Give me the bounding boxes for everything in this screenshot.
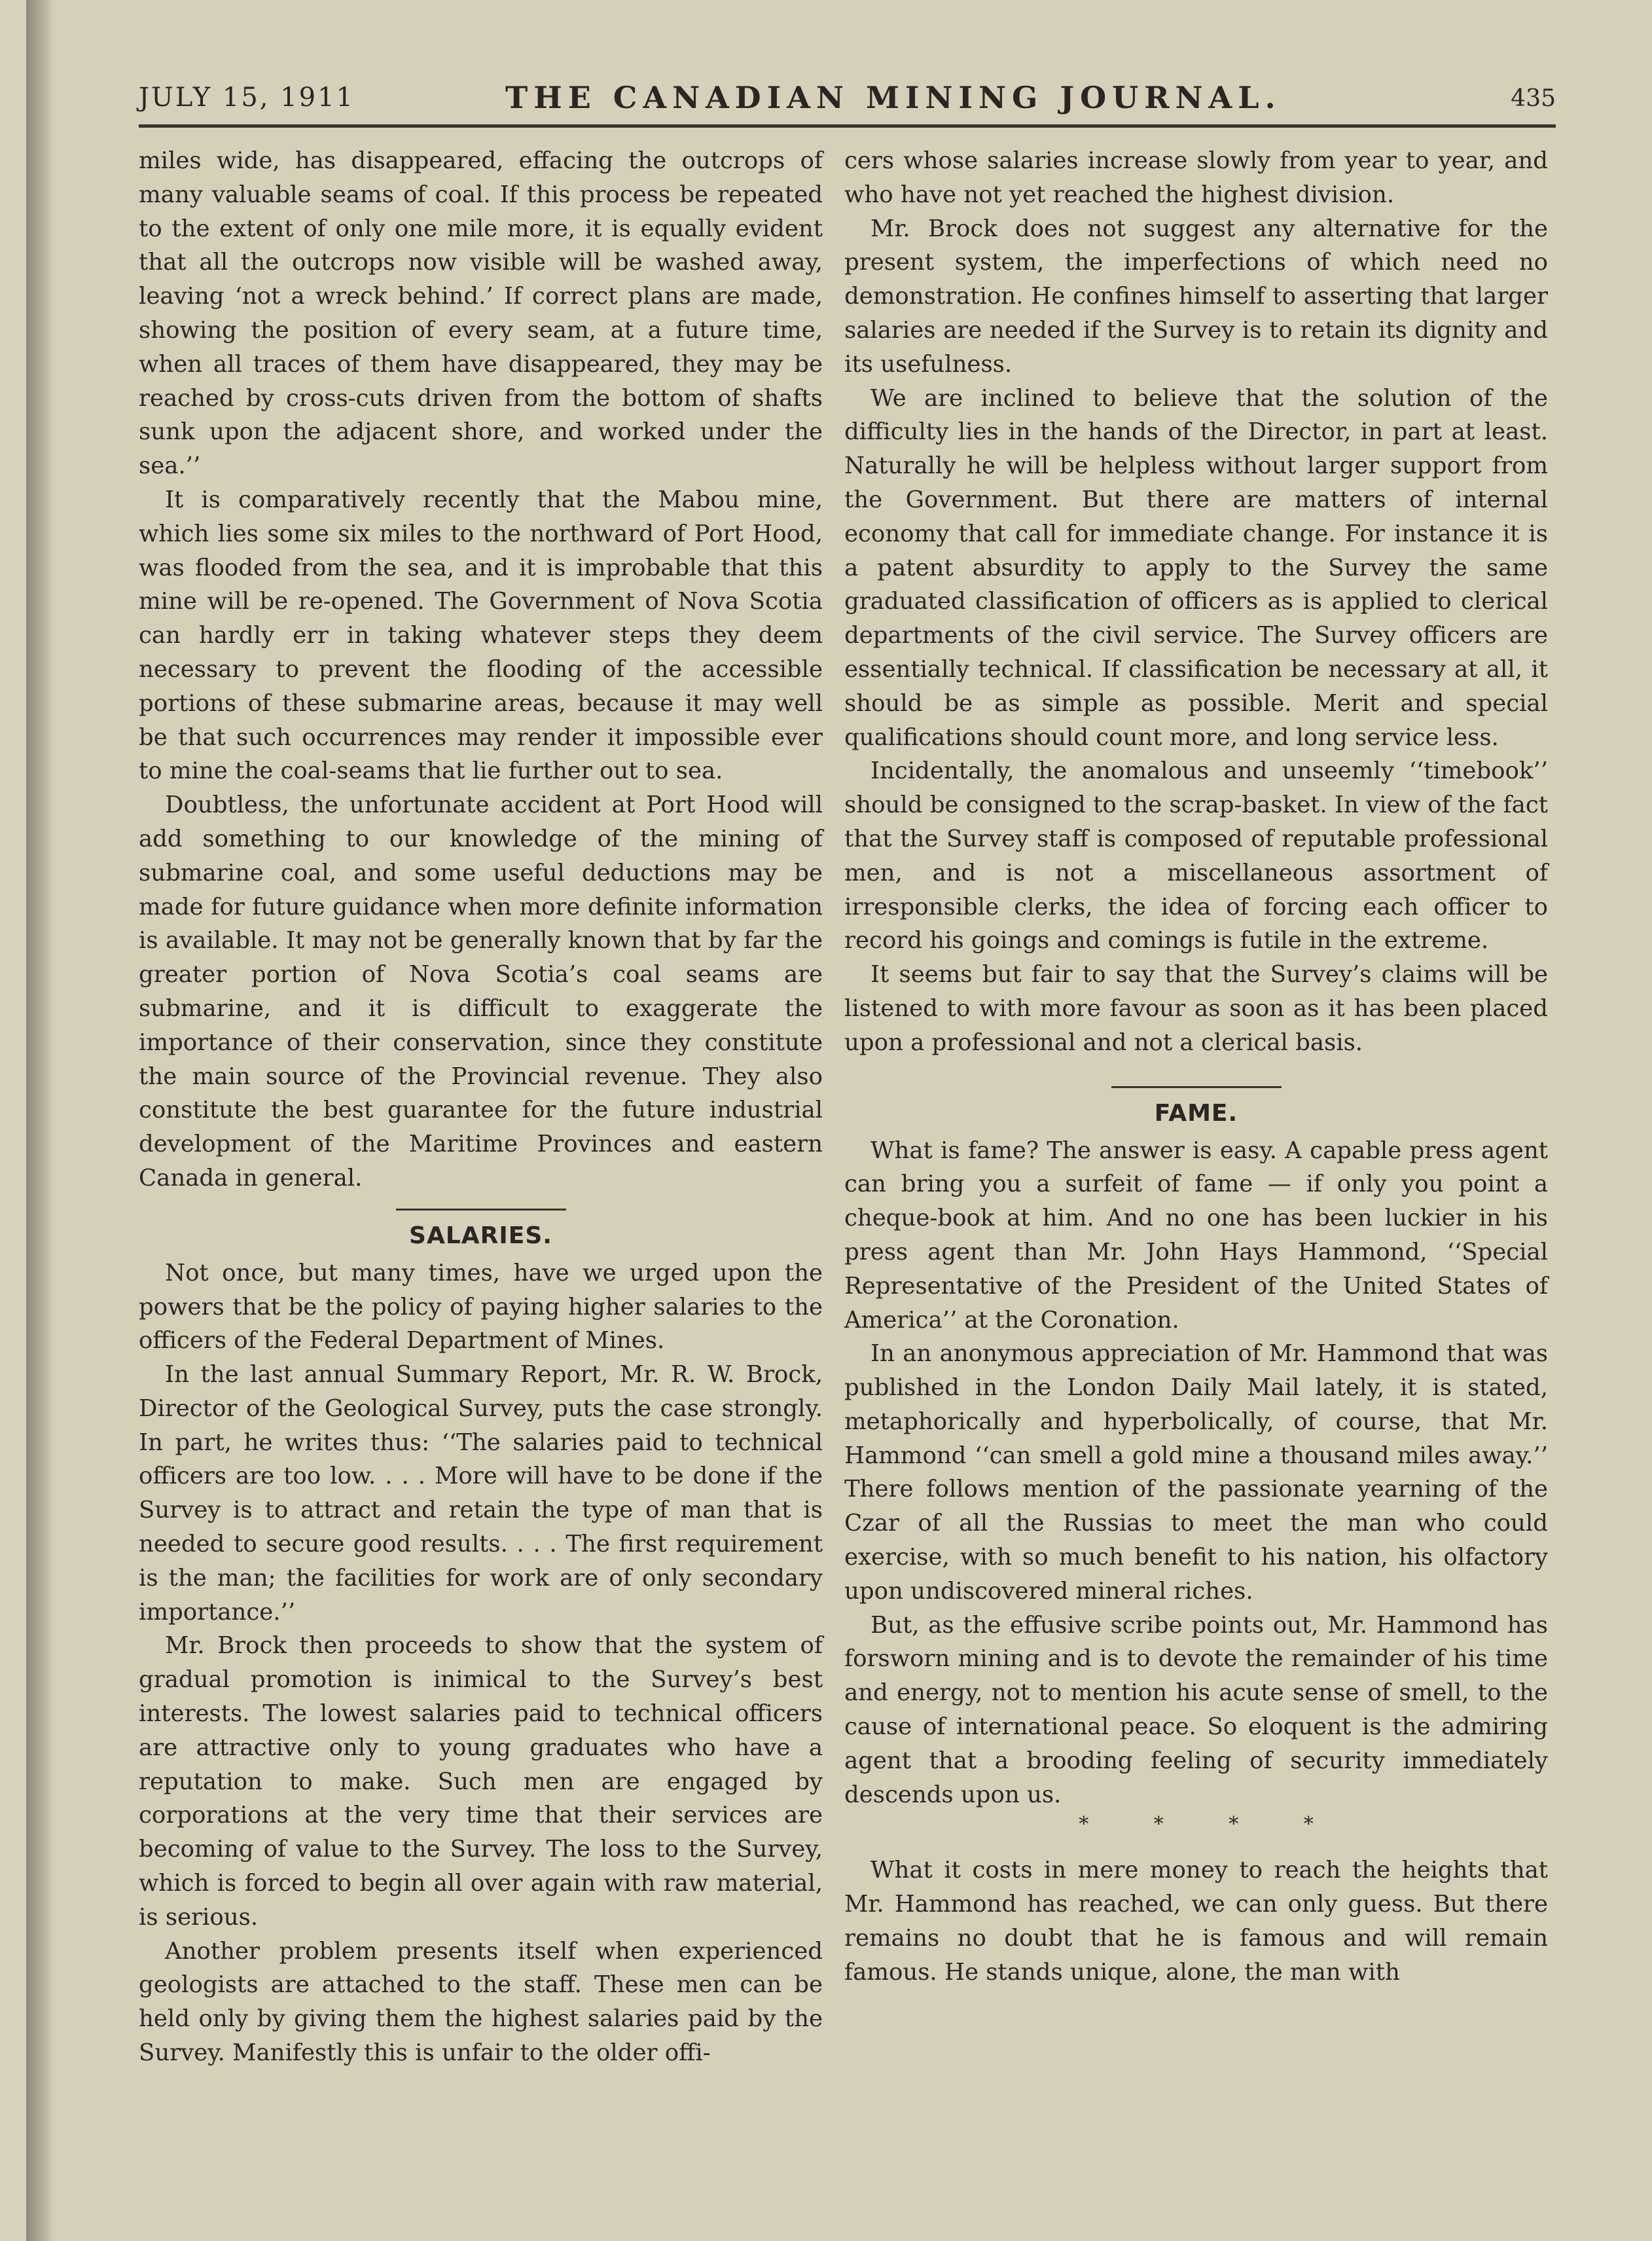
header-title: THE CANADIAN MINING JOURNAL. — [505, 80, 1282, 115]
header-date: JULY 15, 1911 — [139, 82, 355, 113]
paragraph: It seems but fair to say that the Survey’s claims will be listened to with more favour as soon as it has been placed upon a professional and not a clerical basis. — [844, 961, 1548, 1056]
right-column — [844, 144, 1548, 1990]
paragraph: Doubtless, the unfortunate accident at Port Hood will add something to our knowledge of the mining of submarine coal, and some useful deductions may be made for future guidance when more definite information is available. It may not be generally known that by far the greater portion of Nova Scotia’s coal seams are submarine, and it is difficult to exaggerate the importance of their conservation, since they constitute the main source of the Provincial revenue. They also constitute the best guarantee for the future industrial development of the Maritime Provinces and eastern Canada in general. — [139, 792, 823, 1192]
paragraph: It is comparatively recently that the Mabou mine, which lies some six miles to the northward of Port Hood, was flooded from the sea, and it is improbable that this mine will be re-opened. The Government of Nova Scotia can hardly err in taking whatever steps they deem necessary to prevent the flooding of the accessible portions of these submarine areas, because it may well be that such occurrences may render it impossible ever to mine the coal-seams that lie further out to sea. — [139, 486, 823, 785]
section-heading-salaries: SALARIES. — [409, 1222, 552, 1249]
paragraph: In an anonymous appreciation of Mr. Hammond that was published in the London Daily Mail lately, it is stated, metaphorically and hyperbolically, of course, that Mr. Hammond ‘‘can smell a gold mine a thousand miles away.’’ There follows mention of the passionate yearning of the Czar of all the Russias to meet the man who could exercise, with so much benefit to his nation, his olfactory upon undiscovered mineral riches. — [844, 1340, 1548, 1605]
paragraph: But, as the effusive scribe points out, Mr. Hammond has forsworn mining and is to devote the remainder of his time and energy, not to mention his acute sense of smell, to the cause of international peace. So eloquent is the admiring agent that a brooding feeling of security immediately descends upon us. — [844, 1611, 1548, 1808]
paragraph: Mr. Brock does not suggest any alternative for the present system, the imperfections of which need no demonstration. He confines himself to asserting that larger salaries are needed if the Survey is to retain its dignity and its usefulness. — [844, 215, 1548, 378]
paragraph: What is fame? The answer is easy. A capable press agent can bring you a surfeit of fame — if only you point a cheque-book at him. And no one has been luckier in his press agent than Mr. John Hays Hammond, ‘‘Special Representative of the President of the United States of America’’ at the Coronation. — [844, 1137, 1548, 1334]
running-header — [139, 77, 1556, 130]
paragraph: Not once, but many times, have we urged upon the powers that be the policy of paying higher salaries to the officers of the Federal Department of Mines. — [139, 1259, 823, 1355]
section-divider — [1111, 1086, 1282, 1088]
paragraph: miles wide, has disappeared, effacing the outcrops of many valuable seams of coal. If this process be repeated to the extent of only one mile more, it is equally evident that all the outcrops now visible will be washed away, leaving ‘not a wreck behind.’ If correct plans are made, showing the position of every seam, at a future time, when all traces of them have disappeared, they may be reached by cross-cuts driven from the bottom of shafts sunk upon the adjacent shore, and worked under the sea.’’ — [139, 147, 823, 480]
paragraph: Mr. Brock then proceeds to show that the system of gradual promotion is inimical to the Survey’s best interests. The lowest salaries paid to technical officers are attractive only to young graduates who have a reputation to make. Such men are engaged by corporations at the very time that their services are becoming of value to the Survey. The loss to the Survey, which is forced to begin all over again with raw material, is serious. — [139, 1632, 823, 1931]
paragraph: In the last annual Summary Report, Mr. R. W. Brock, Director of the Geological Survey, puts the case strongly. In part, he writes thus: ‘‘The salaries paid to technical officers are too low. . . . More will have to be done if the Survey is to attract and retain the type of man that is needed to secure good results. . . . The first requirement is the man; the facilities for work are of only secondary importance.’’ — [139, 1361, 823, 1626]
section-break-stars: * * * * — [1079, 1813, 1314, 1836]
paragraph: Incidentally, the anomalous and unseemly ‘‘timebook’’ should be consigned to the scrap-basket. In view of the fact that the Survey staff is composed of reputable professional men, and is not a miscellaneous assortment of irresponsible clerks, the idea of forcing each officer to record his goings and comings is futile in the extreme. — [844, 757, 1548, 955]
paragraph: cers whose salaries increase slowly from year to year, and who have not yet reached the highest division. — [844, 147, 1548, 208]
paragraph: What it costs in mere money to reach the heights that Mr. Hammond has reached, we can only guess. But there remains no doubt that he is famous and will remain famous. He stands unique, alone, the man with — [844, 1857, 1548, 1986]
section-heading-fame: FAME. — [1154, 1099, 1238, 1127]
header-rule — [139, 124, 1556, 128]
section-divider — [396, 1209, 566, 1211]
page-number: 435 — [1511, 85, 1556, 112]
paragraph: We are inclined to believe that the solution of the difficulty lies in the hands of the Director, in part at least. Naturally he will be helpless without larger support from the Government. But there are matters of internal economy that call for immediate change. For instance it is a patent absurdity to apply to the Survey the same graduated classification of officers as is applied to clerical departments of the civil service. The Survey officers are essentially technical. If classification be necessary at all, it should be as simple as possible. Merit and special qualifications should count more, and long service less. — [844, 384, 1548, 751]
paragraph: Another problem presents itself when experienced geologists are attached to the staff. These men can be held only by giving them the highest salaries paid by the Survey. Manifestly this is unfair to the older offi- — [139, 1937, 823, 2067]
page-binding-shadow — [26, 0, 54, 2241]
left-column — [139, 144, 823, 2070]
